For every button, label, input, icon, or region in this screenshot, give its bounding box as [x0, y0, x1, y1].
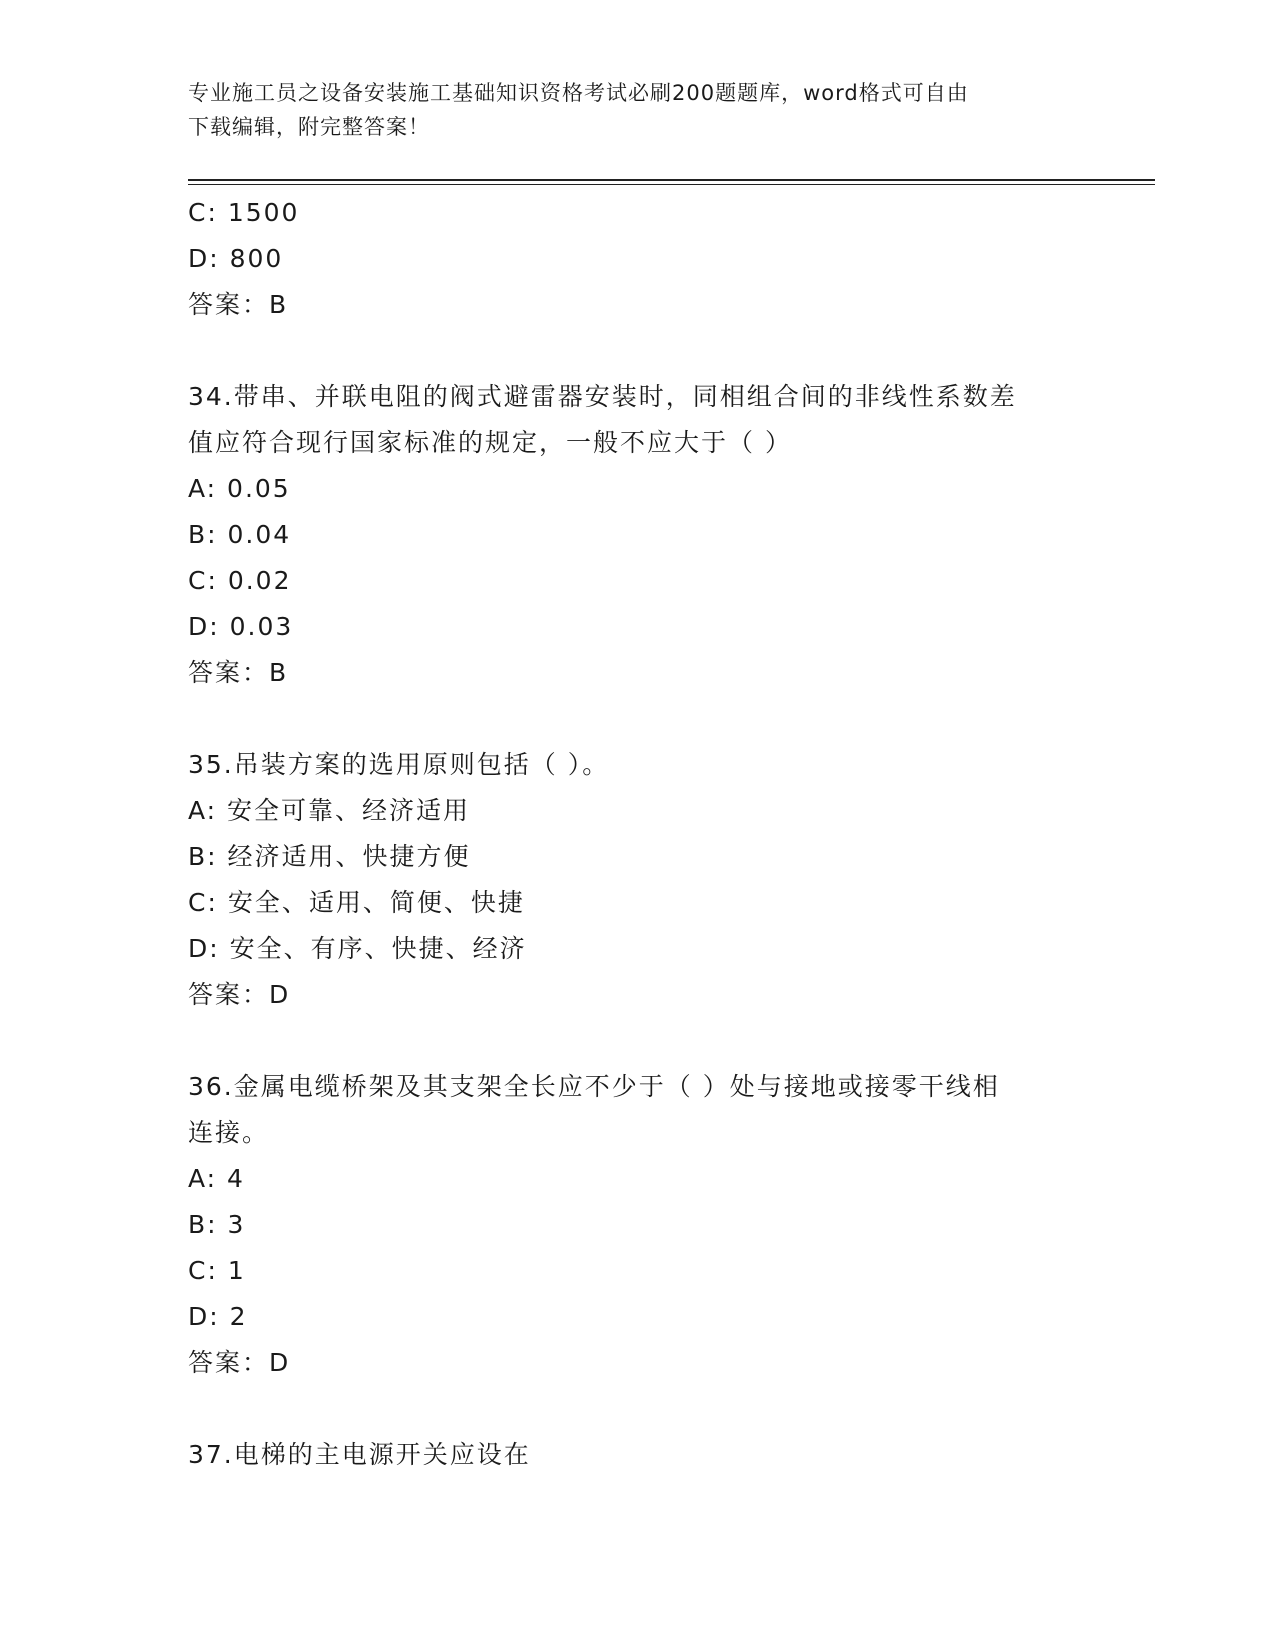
answer: 答案：B	[188, 658, 289, 687]
option-c: C: 1500	[188, 198, 300, 227]
answer: 答案：D	[188, 980, 291, 1009]
header-divider-thin	[188, 184, 1155, 185]
option-b: B: 0.04	[188, 520, 292, 549]
option-c: C: 1	[188, 1256, 246, 1285]
question-36	[188, 1064, 1088, 1386]
option-a: A: 安全可靠、经济适用	[188, 796, 471, 825]
answer: 答案：B	[188, 290, 289, 319]
option-c: C: 安全、适用、简便、快捷	[188, 888, 525, 917]
header-line-1: 专业施工员之设备安装施工基础知识资格考试必刷200题题库，word格式可自由	[188, 81, 969, 105]
option-a: A: 0.05	[188, 474, 291, 503]
answer: 答案：D	[188, 1348, 291, 1377]
option-d: D: 安全、有序、快捷、经济	[188, 934, 527, 963]
document-header	[188, 76, 1088, 144]
question-35	[188, 742, 1088, 1018]
question-stem: 34.带串、并联电阻的阀式避雷器安装时，同相组合间的非线性系数差	[188, 382, 1017, 411]
option-c: C: 0.02	[188, 566, 292, 595]
question-stem: 35.吊装方案的选用原则包括（ ）。	[188, 750, 610, 779]
spacer	[188, 328, 1088, 374]
question-stem-cont: 连接。	[188, 1118, 270, 1147]
option-a: A: 4	[188, 1164, 245, 1193]
spacer	[188, 696, 1088, 742]
spacer	[188, 1386, 1088, 1432]
question-stem-cont: 值应符合现行国家标准的规定，一般不应大于（ ）	[188, 428, 792, 457]
option-d: D: 800	[188, 244, 284, 273]
option-d: D: 2	[188, 1302, 248, 1331]
question-34	[188, 374, 1088, 696]
question-stem: 37.电梯的主电源开关应设在	[188, 1440, 531, 1469]
header-line-2: 下载编辑，附完整答案！	[188, 115, 430, 139]
option-b: B: 3	[188, 1210, 246, 1239]
option-d: D: 0.03	[188, 612, 294, 641]
question-33-tail	[188, 190, 1088, 328]
question-stem: 36.金属电缆桥架及其支架全长应不少于（ ）处与接地或接零干线相	[188, 1072, 1000, 1101]
header-divider-thick	[188, 179, 1155, 181]
option-b: B: 经济适用、快捷方便	[188, 842, 471, 871]
question-37	[188, 1432, 1088, 1478]
question-list	[188, 190, 1088, 1478]
spacer	[188, 1018, 1088, 1064]
